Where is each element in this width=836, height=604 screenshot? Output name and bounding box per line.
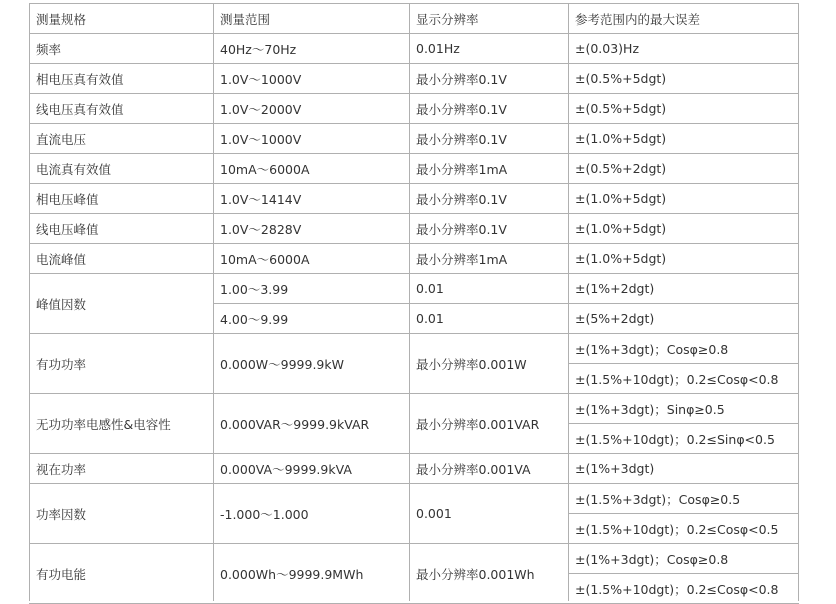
table-row [30,154,799,184]
cell-range: 10mA～6000A [214,244,410,274]
cell-range: 0.000VAR～9999.9kVAR [214,394,410,454]
cell-error: ±(1.0%+5dgt) [569,124,799,154]
cell-range: 1.0V～1000V [214,64,410,94]
table-row [30,214,799,244]
cell-error: ±(0.5%+5dgt) [569,94,799,124]
cell-name: 直流电压 [30,124,214,154]
cell-error: ±(1%+3dgt)；Sinφ≥0.5 [569,394,799,424]
cell-error: ±(1.5%+10dgt)；0.2≤Cosφ<0.8 [569,364,799,394]
cell-resolution: 0.001 [410,484,569,544]
table-row-power-factor [30,484,799,514]
cell-range: 0.000W～9999.9kW [214,334,410,394]
cell-name: 相电压真有效值 [30,64,214,94]
cell-name: 有功功率 [30,334,214,394]
cell-resolution: 最小分辨率0.1V [410,94,569,124]
cell-error: ±(1.0%+5dgt) [569,244,799,274]
cell-name: 视在功率 [30,454,214,484]
cell-range: 1.0V～2000V [214,94,410,124]
cell-range: -1.000～1.000 [214,484,410,544]
cell-error: ±(1%+3dgt) [569,454,799,484]
table-row [30,64,799,94]
cell-resolution: 0.01 [410,274,569,304]
cell-resolution: 最小分辨率0.001W [410,334,569,394]
cell-resolution: 最小分辨率0.1V [410,124,569,154]
cell-error: ±(1.0%+5dgt) [569,184,799,214]
table-row-active-energy [30,544,799,574]
cell-name: 相电压峰值 [30,184,214,214]
cell-resolution: 最小分辨率0.001VA [410,454,569,484]
cell-range: 1.0V～1000V [214,124,410,154]
cell-resolution: 最小分辨率0.001VAR [410,394,569,454]
table-row [30,34,799,64]
cell-name: 有功电能 [30,544,214,604]
cell-resolution: 0.01Hz [410,34,569,64]
cell-error: ±(1.0%+5dgt) [569,214,799,244]
cell-name: 频率 [30,34,214,64]
cell-error: ±(5%+2dgt) [569,304,799,334]
cell-error: ±(0.5%+5dgt) [569,64,799,94]
table-row-reactive-power [30,394,799,424]
cell-error: ±(1%+2dgt) [569,274,799,304]
cell-name: 线电压峰值 [30,214,214,244]
cell-error: ±(1.5%+10dgt)；0.2≤Cosφ<0.5 [569,514,799,544]
cell-range: 1.0V～1414V [214,184,410,214]
cell-error: ±(1.5%+10dgt)；0.2≤Cosφ<0.8 [569,574,799,604]
table-row-crest-factor [30,274,799,304]
cell-range: 10mA～6000A [214,154,410,184]
cell-name: 无功功率电感性&电容性 [30,394,214,454]
cell-resolution: 最小分辨率0.1V [410,64,569,94]
header-max-error: 参考范围内的最大误差 [569,4,799,34]
cell-name: 电流真有效值 [30,154,214,184]
cell-resolution: 最小分辨率0.001Wh [410,544,569,604]
cell-error: ±(1.5%+3dgt)；Cosφ≥0.5 [569,484,799,514]
table-row [30,244,799,274]
table-row [30,124,799,154]
cell-resolution: 0.01 [410,304,569,334]
cell-resolution: 最小分辨率0.1V [410,214,569,244]
header-range: 测量范围 [214,4,410,34]
cell-range: 0.000Wh～9999.9MWh [214,544,410,604]
cell-resolution: 最小分辨率1mA [410,244,569,274]
cell-resolution: 最小分辨率0.1V [410,184,569,214]
cell-range: 1.00～3.99 [214,274,410,304]
cell-resolution: 最小分辨率1mA [410,154,569,184]
cell-name: 线电压真有效值 [30,94,214,124]
cell-error: ±(1%+3dgt)；Cosφ≥0.8 [569,544,799,574]
header-resolution: 显示分辨率 [410,4,569,34]
header-spec: 测量规格 [30,4,214,34]
cell-error: ±(0.03)Hz [569,34,799,64]
cell-error: ±(1.5%+10dgt)；0.2≤Sinφ<0.5 [569,424,799,454]
header-row [30,4,799,34]
cell-name: 功率因数 [30,484,214,544]
table-row-apparent-power [30,454,799,484]
cell-range: 40Hz～70Hz [214,34,410,64]
table-row-active-power [30,334,799,364]
cell-name: 峰值因数 [30,274,214,334]
cell-name: 电流峰值 [30,244,214,274]
cell-error: ±(1%+3dgt)；Cosφ≥0.8 [569,334,799,364]
cell-range: 0.000VA～9999.9kVA [214,454,410,484]
table-row [30,184,799,214]
cell-error: ±(0.5%+2dgt) [569,154,799,184]
cell-range: 4.00～9.99 [214,304,410,334]
cell-range: 1.0V～2828V [214,214,410,244]
spec-table [29,3,799,604]
table-row [30,94,799,124]
